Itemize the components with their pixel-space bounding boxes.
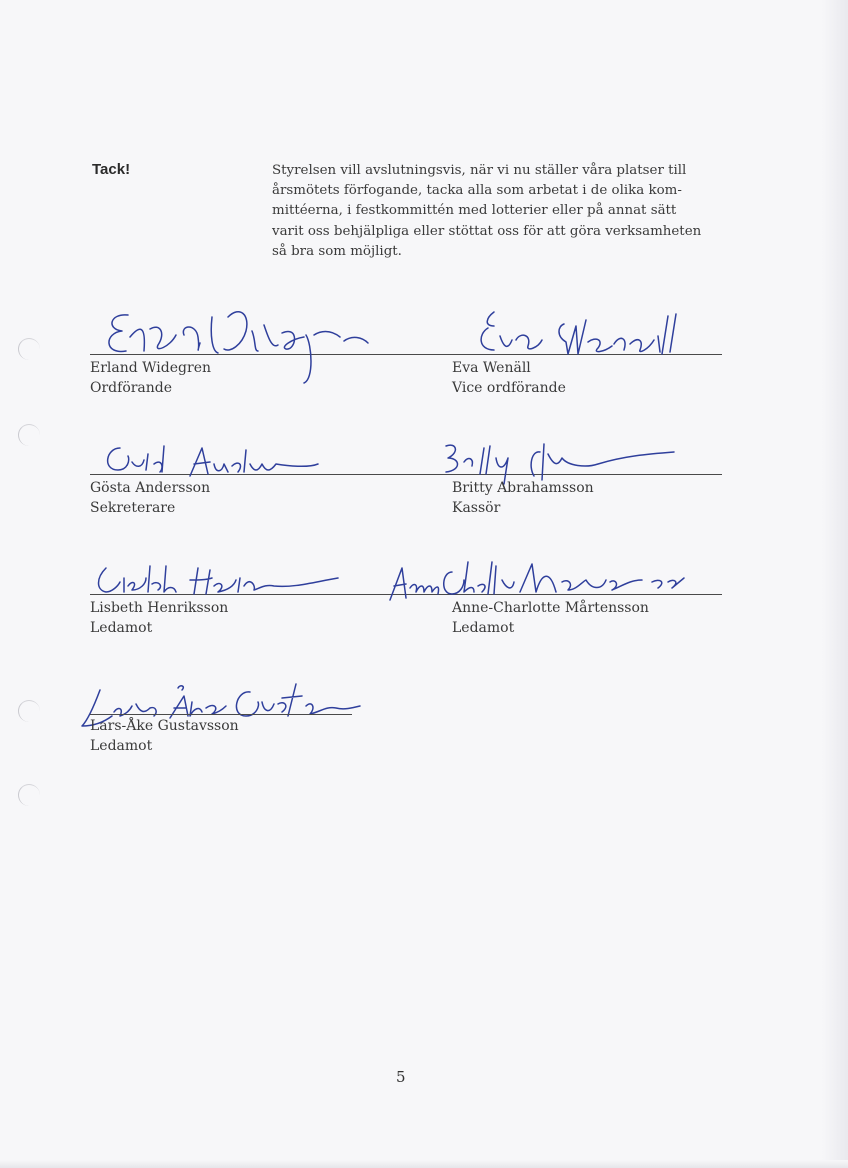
signatory-name: Erland Widegren bbox=[90, 360, 211, 376]
page-number: 5 bbox=[396, 1068, 406, 1086]
signatory-name: Eva Wenäll bbox=[452, 360, 531, 376]
paragraph-line: mittéerna, i festkommittén med lotterier eller på annat sätt bbox=[272, 203, 677, 219]
signatory-name: Lisbeth Henriksson bbox=[90, 600, 229, 616]
signatory-block bbox=[452, 598, 649, 638]
signatory-block bbox=[90, 598, 228, 638]
signatory-role: Ledamot bbox=[90, 620, 153, 636]
section-heading: Tack! bbox=[92, 161, 131, 178]
signatory-role: Ledamot bbox=[452, 620, 515, 636]
paragraph-line: varit oss behjälpliga eller stöttat oss för att göra verksamheten bbox=[272, 223, 702, 239]
punch-hole bbox=[18, 338, 40, 360]
signatory-name: Gösta Andersson bbox=[90, 480, 211, 496]
punch-hole bbox=[18, 424, 40, 446]
paragraph-line: Styrelsen vill avslutningsvis, när vi nu ställer våra platser till bbox=[272, 163, 687, 178]
signatory-block bbox=[452, 478, 594, 518]
punch-hole bbox=[18, 784, 40, 806]
signatory-role: Kassör bbox=[452, 500, 501, 516]
signatory-block bbox=[90, 716, 239, 756]
page-bottom-shadow bbox=[0, 1160, 848, 1168]
signatory-block bbox=[90, 478, 210, 518]
signatory-role: Vice ordförande bbox=[452, 380, 566, 396]
signatory-block bbox=[90, 358, 211, 398]
paragraph-line: årsmötets förfogande, tacka alla som arbetat i de olika kom- bbox=[272, 183, 682, 199]
page-edge-shadow bbox=[822, 0, 848, 1168]
signatory-name: Britty Abrahamsson bbox=[452, 480, 594, 496]
paragraph-line: så bra som möjligt. bbox=[272, 243, 402, 259]
signatory-block bbox=[452, 358, 566, 398]
signatory-role: Ledamot bbox=[90, 738, 153, 754]
signature-line bbox=[90, 714, 352, 715]
punch-hole bbox=[18, 700, 40, 722]
thanks-paragraph bbox=[272, 161, 742, 262]
signatory-role: Ordförande bbox=[90, 380, 173, 396]
signatory-role: Sekreterare bbox=[90, 500, 176, 516]
signatory-name: Anne-Charlotte Mårtensson bbox=[452, 600, 649, 616]
signatory-name: Lars-Åke Gustavsson bbox=[90, 718, 239, 734]
